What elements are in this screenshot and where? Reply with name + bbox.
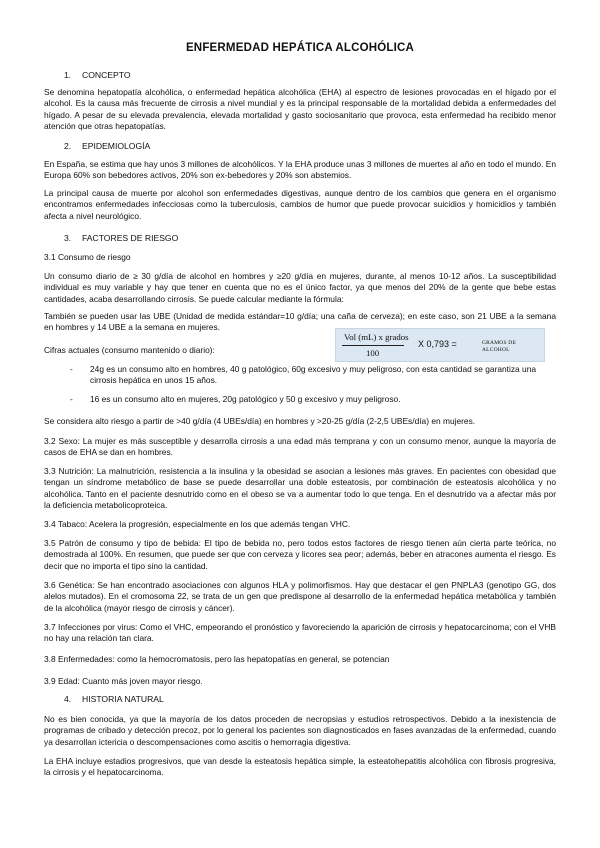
section-number: 2. bbox=[64, 141, 72, 151]
section-heading-factores bbox=[64, 233, 178, 245]
paragraph-patron-consumo: 3.5 Patrón de consumo y tipo de bebida: El tipo de bebida no, pero todos estos factores de riesgo tienen aún cierta parte teórica, no demostrada al 100%. En resumen, que puede ser que con cerveza y licores sea peor; además, beber en atracones aumenta el riesgo. Es decir que no importa el tipo sino la cantidad. bbox=[44, 538, 556, 571]
section-heading-concepto bbox=[64, 70, 131, 82]
alcohol-formula-box bbox=[335, 328, 545, 362]
paragraph-enfermedades: 3.8 Enfermedades: como la hemocromatosis, pero las hepatopatías en general, se potencian bbox=[44, 654, 390, 664]
paragraph-tabaco: 3.4 Tabaco: Acelera la progresión, especialmente en los que además tengan VHC. bbox=[44, 519, 351, 529]
section-number: 4. bbox=[64, 694, 72, 704]
formula-result: GRAMOS DE ALCOHOL bbox=[482, 340, 517, 354]
paragraph-genetica: 3.6 Genética: Se han encontrado asociaciones con algunos HLA y polimorfismos. Hay que destacar el gen PNPLA3 (genotipo GG, dos alelos mutados). En el cromosoma 22, se trata de un gen que predispone al desarrollo de la enfermedad hepática metabólica y también de la alcohólica (mayor riesgo de cirrosis y cáncer). bbox=[44, 580, 556, 613]
subsection-consumo-riesgo: 3.1 Consumo de riesgo bbox=[44, 252, 131, 262]
paragraph-ube: También se pueden usar las UBE (Unidad de medida estándar=10 g/día; una caña de cerveza); en este caso, son 21 UBE a la semana en hombres y 14 UBE a la semana en mujeres. bbox=[44, 311, 556, 333]
section-label: EPIDEMIOLOGÍA bbox=[82, 141, 151, 151]
formula-numerator: Vol (mL) x grados bbox=[344, 332, 409, 342]
paragraph-historia-2: La EHA incluye estadios progresivos, que van desde la esteatosis hepática simple, la esteatohepatitis alcohólica con fibrosis progresiva, la cirrosis y el hepatocarcinoma. bbox=[44, 756, 556, 778]
section-label: FACTORES DE RIESGO bbox=[82, 233, 179, 243]
paragraph-alto-riesgo: Se considera alto riesgo a partir de >40 g/día (4 UBEs/día) en hombres y >20-25 g/día (2-2,5 UBEs/día) en mujeres. bbox=[44, 416, 476, 426]
paragraph-cifras: Cifras actuales (consumo mantenido o diario): bbox=[44, 345, 215, 355]
paragraph-edad: 3.9 Edad: Cuanto más joven mayor riesgo. bbox=[44, 676, 203, 686]
paragraph-nutricion: 3.3 Nutrición: La malnutrición, resistencia a la insulina y la obesidad se asocian a lesiones más graves. En pacientes con obesidad que tengan un síndrome metabólico de base se puede desarrollar una doble esteatosis, por combinación de esteatosis alcohólica y no alcohólica. Tanto en el paciente desnutrido como en el obeso se va a aumentar todo lo que tenga. En el desnutrido va a afectar más por la deficiencia metabolicoproteica. bbox=[44, 466, 556, 511]
list-item bbox=[70, 364, 556, 387]
paragraph-historia-1: No es bien conocida, ya que la mayoría de los datos proceden de necropsias y estudios retrospectivos. Debido a la inexistencia de programas de cribado y detección precoz, por lo general los pacientes son diagnosticados en fases avanzadas de la enfermedad, cuando ya desarrollan ictericia o descompensaciones como ascitis o hemorragia digestiva. bbox=[44, 714, 556, 747]
list-item bbox=[70, 394, 556, 405]
paragraph-concepto: Se denomina hepatopatía alcohólica, o enfermedad hepática alcohólica (EHA) al espectro de lesiones provocadas en el hígado por el alcohol. Es la causa más frecuente de cirrosis a nivel mundial y es la principal responsable de la mortalidad debida a enfermedades del hígado. A pesar de su elevada prevalencia, elevada mortalidad y gasto sociosanitario que provoca, esta enfermedad ha recibido menor atención que otras hepatopatías. bbox=[44, 87, 556, 132]
paragraph-epidemiologia-2: La principal causa de muerte por alcohol son enfermedades digestivas, aunque dentro de los cambios que genera en el organismo encontramos enfermedades infecciosas como la tuberculosis, cambios de humor que puede provocar suicidios y homicidios y también afecta a nivel neurológico. bbox=[44, 188, 556, 221]
document-title: ENFERMEDAD HEPÁTICA ALCOHÓLICA bbox=[185, 42, 415, 54]
formula-denominator: 100 bbox=[366, 348, 380, 358]
section-heading-historia-natural bbox=[64, 694, 164, 706]
bullet-dash: - bbox=[70, 394, 73, 404]
paragraph-sexo: 3.2 Sexo: La mujer es más susceptible y desarrolla cirrosis a una edad más temprana y con un consumo menor, aunque la mayoría de casos de EHA se dan en hombres. bbox=[44, 436, 556, 458]
section-label: HISTORIA NATURAL bbox=[82, 694, 164, 704]
section-number: 3. bbox=[64, 233, 72, 243]
bullet-dash: - bbox=[70, 364, 73, 374]
paragraph-epidemiologia-1: En España, se estima que hay unos 3 millones de alcohólicos. Y la EHA produce unas 3 millones de muertes al año en todo el mundo. En Europa 60% son bebedores activos, 20% son ex-bebedores y 20% son abstemios. bbox=[44, 159, 556, 181]
bullet-text: 16 es un consumo alto en mujeres, 20g patológico y 50 g excesivo y muy peligroso. bbox=[90, 394, 401, 404]
section-number: 1. bbox=[64, 70, 72, 80]
section-heading-epidemiologia bbox=[64, 141, 150, 153]
paragraph-consumo: Un consumo diario de ≥ 30 g/día de alcohol en hombres y ≥20 g/día en mujeres, durante, al menos 10-12 años. La susceptibilidad individual es muy variable y hay que tener en cuenta que no es el único factor, ya que menos del 20% de la gente que bebe estas cantidades, acaba desarrollando cirrosis. Se puede calcular mediante la fórmula: bbox=[44, 271, 556, 304]
section-label: CONCEPTO bbox=[82, 70, 131, 80]
formula-fraction-bar bbox=[342, 345, 404, 346]
paragraph-infecciones: 3.7 Infecciones por virus: Como el VHC, empeorando el pronóstico y favoreciendo la aparición de cirrosis y hepatocarcinoma; con el VHB no hay una relación tan clara. bbox=[44, 622, 556, 644]
formula-factor: X 0,793 = bbox=[418, 339, 457, 349]
bullet-text: 24g es un consumo alto en hombres, 40 g patológico, 60g excesivo y muy peligroso, con esta cantidad se garantiza una cirrosis hepática en unos 15 años. bbox=[90, 364, 537, 386]
